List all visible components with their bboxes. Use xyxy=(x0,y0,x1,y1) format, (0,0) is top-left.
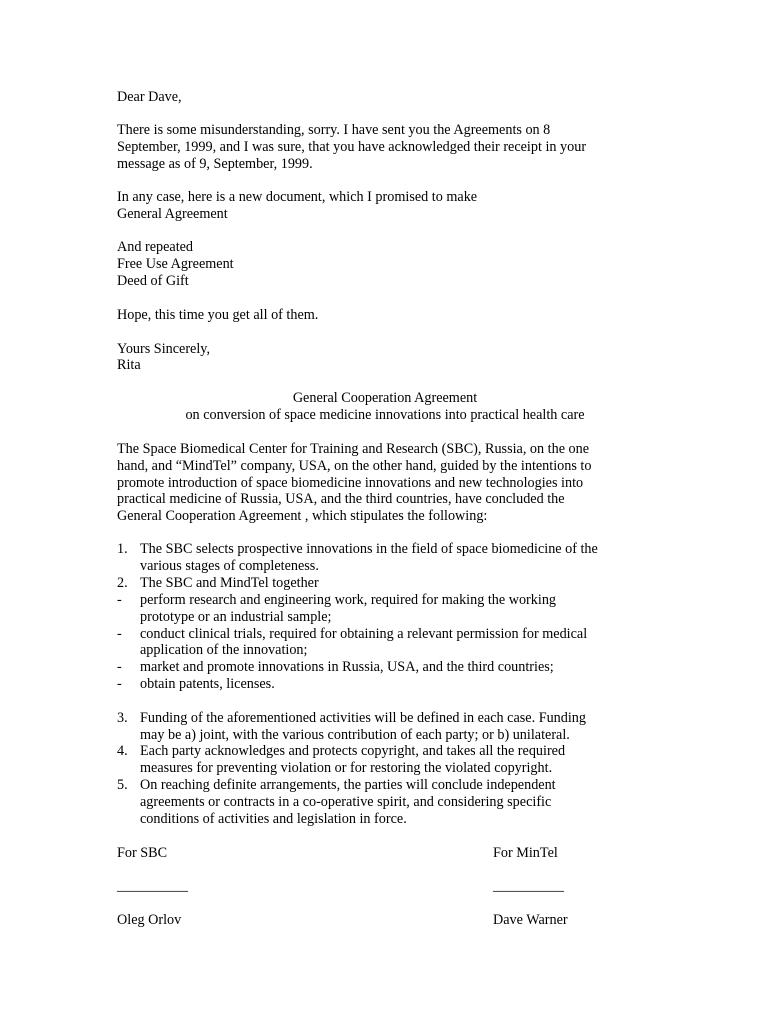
list-marker: 1. xyxy=(117,541,128,557)
letter-para3-line3: Deed of Gift xyxy=(117,273,189,289)
letter-para3-line1: And repeated xyxy=(117,239,194,255)
signature-left-label: For SBC xyxy=(117,845,168,861)
signature-right-label: For MinTel xyxy=(493,845,558,861)
letter-para1-line2: September, 1999, and I was sure, that you have acknowledged their receipt in your xyxy=(117,139,587,155)
agreement-intro-line4: practical medicine of Russia, USA, and the third countries, have concluded the xyxy=(117,491,565,507)
list-item: various stages of completeness. xyxy=(140,558,319,574)
list-item: perform research and engineering work, required for making the working xyxy=(140,592,557,608)
list-marker: 3. xyxy=(117,710,128,726)
letter-para3-line2: Free Use Agreement xyxy=(117,256,234,272)
agreement-intro-line2: hand, and “MindTel” company, USA, on the other hand, guided by the intentions to xyxy=(117,458,592,474)
list-item: may be a) joint, with the various contribution of each party; or b) unilateral. xyxy=(140,727,570,743)
agreement-subtitle: on conversion of space medicine innovations into practical health care xyxy=(185,407,585,423)
list-item: obtain patents, licenses. xyxy=(140,676,275,692)
letter-para1-line3: message as of 9, September, 1999. xyxy=(117,156,313,172)
list-item: The SBC selects prospective innovations in the field of space biomedicine of the xyxy=(140,541,598,557)
letter-para1-line1: There is some misunderstanding, sorry. I have sent you the Agreements on 8 xyxy=(117,122,551,138)
list-marker: 4. xyxy=(117,743,128,759)
letter-signature: Rita xyxy=(117,357,141,373)
list-item: On reaching definite arrangements, the parties will conclude independent xyxy=(140,777,556,793)
list-item: agreements or contracts in a co-operative spirit, and considering specific xyxy=(140,794,552,810)
agreement-title: General Cooperation Agreement xyxy=(292,390,478,406)
letter-para2-line2: General Agreement xyxy=(117,206,228,222)
agreement-intro-line3: promote introduction of space biomedicine innovations and new technologies into xyxy=(117,475,584,491)
list-marker: 5. xyxy=(117,777,128,793)
agreement-intro-line1: The Space Biomedical Center for Training and Research (SBC), Russia, on the one xyxy=(117,441,590,457)
list-marker: - xyxy=(117,659,122,675)
list-item: prototype or an industrial sample; xyxy=(140,609,332,625)
signature-left-line: __________ xyxy=(117,878,188,894)
list-item: conditions of activities and legislation in force. xyxy=(140,811,407,827)
signature-left-name: Oleg Orlov xyxy=(117,912,182,928)
list-item: market and promote innovations in Russia, USA, and the third countries; xyxy=(140,659,554,675)
letter-para2-line1: In any case, here is a new document, which I promised to make xyxy=(117,189,478,205)
list-item: Funding of the aforementioned activities will be defined in each case. Funding xyxy=(140,710,586,726)
list-marker: 2. xyxy=(117,575,128,591)
signature-right-name: Dave Warner xyxy=(493,912,568,928)
list-marker: - xyxy=(117,676,122,692)
signature-right-line: __________ xyxy=(493,878,564,894)
letter-greeting: Dear Dave, xyxy=(117,89,182,105)
list-item: Each party acknowledges and protects copyright, and takes all the required xyxy=(140,743,566,759)
letter-closing: Yours Sincerely, xyxy=(117,341,211,357)
list-item: measures for preventing violation or for restoring the violated copyright. xyxy=(140,760,553,776)
list-item: application of the innovation; xyxy=(140,642,308,658)
list-marker: - xyxy=(117,626,122,642)
list-item: conduct clinical trials, required for obtaining a relevant permission for medical xyxy=(140,626,588,642)
letter-para4: Hope, this time you get all of them. xyxy=(117,307,319,323)
list-marker: - xyxy=(117,592,122,608)
list-item: The SBC and MindTel together xyxy=(140,575,319,591)
agreement-intro-line5: General Cooperation Agreement , which stipulates the following: xyxy=(117,508,488,524)
